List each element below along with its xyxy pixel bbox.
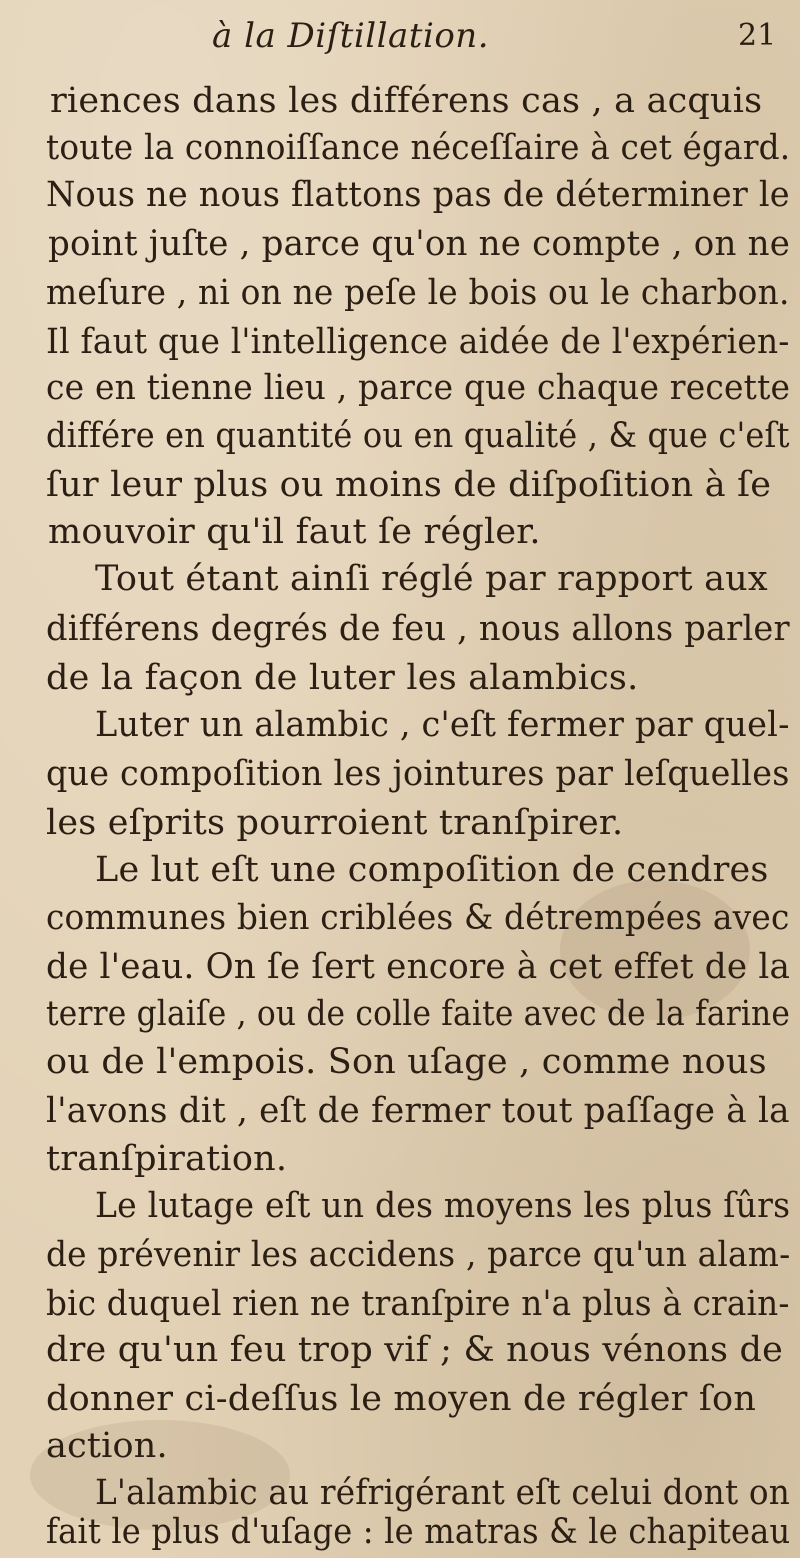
- text-line: Le lutage eſt un des moyens les plus ſûrs: [95, 1186, 791, 1226]
- text-line: Tout étant ainſi réglé par rapport aux: [95, 559, 768, 599]
- text-line: les eſprits pourroient tranſpirer.: [46, 803, 624, 843]
- text-line: terre glaiſe , ou de colle faite avec de la farine: [46, 994, 791, 1034]
- text-line: différe en quantité ou en qualité , & que c'eſt: [46, 416, 790, 456]
- text-line: l'avons dit , eſt de fermer tout paſſage à la: [46, 1091, 790, 1131]
- text-line: communes bien criblées & détrempées avec: [46, 898, 790, 938]
- text-line: ſur leur plus ou moins de diſpoſition à ſe: [46, 465, 772, 505]
- text-line: Nous ne nous flattons pas de déterminer le: [46, 175, 790, 215]
- text-line: Il faut que l'intelligence aidée de l'expérien-: [46, 322, 790, 362]
- text-line: différens degrés de feu , nous allons parler: [46, 609, 790, 649]
- text-line: ce en tienne lieu , parce que chaque recette: [46, 368, 791, 408]
- text-line: point juſte , parce qu'on ne compte , on ne: [48, 224, 791, 264]
- text-line: de la façon de luter les alambics.: [46, 658, 639, 698]
- text-line: meſure , ni on ne peſe le bois ou le charbon.: [46, 273, 790, 313]
- text-line: action.: [46, 1426, 168, 1466]
- text-line: donner ci-deſſus le moyen de régler ſon: [46, 1379, 757, 1419]
- text-line: tranſpiration.: [46, 1139, 288, 1179]
- text-line: de prévenir les accidens , parce qu'un alam-: [46, 1235, 791, 1275]
- text-line: de l'eau. On ſe ſert encore à cet effet de la: [46, 947, 791, 987]
- text-line: Luter un alambic , c'eſt fermer par quel-: [95, 705, 790, 745]
- text-line: bic duquel rien ne tranſpire n'a plus à crain-: [46, 1284, 790, 1324]
- text-line: Le lut eſt une compoſition de cendres: [95, 850, 769, 890]
- text-line: ou de l'empois. Son uſage , comme nous: [46, 1042, 767, 1082]
- text-line: fait le plus d'uſage : le matras & le chapiteau: [46, 1512, 791, 1552]
- text-line: riences dans les différens cas , a acquis: [50, 81, 763, 121]
- text-line: que compoſition les jointures par leſquelles: [46, 754, 790, 794]
- page-number: 21: [738, 18, 777, 53]
- text-line: L'alambic au réfrigérant eſt celui dont on: [95, 1473, 791, 1513]
- running-title: à la Diſtillation.: [212, 16, 490, 56]
- text-line: toute la connoiſſance néceſſaire à cet égard.: [46, 128, 791, 168]
- text-line: dre qu'un feu trop vif ; & nous vénons de: [46, 1330, 784, 1370]
- text-line: mouvoir qu'il faut ſe régler.: [48, 512, 541, 552]
